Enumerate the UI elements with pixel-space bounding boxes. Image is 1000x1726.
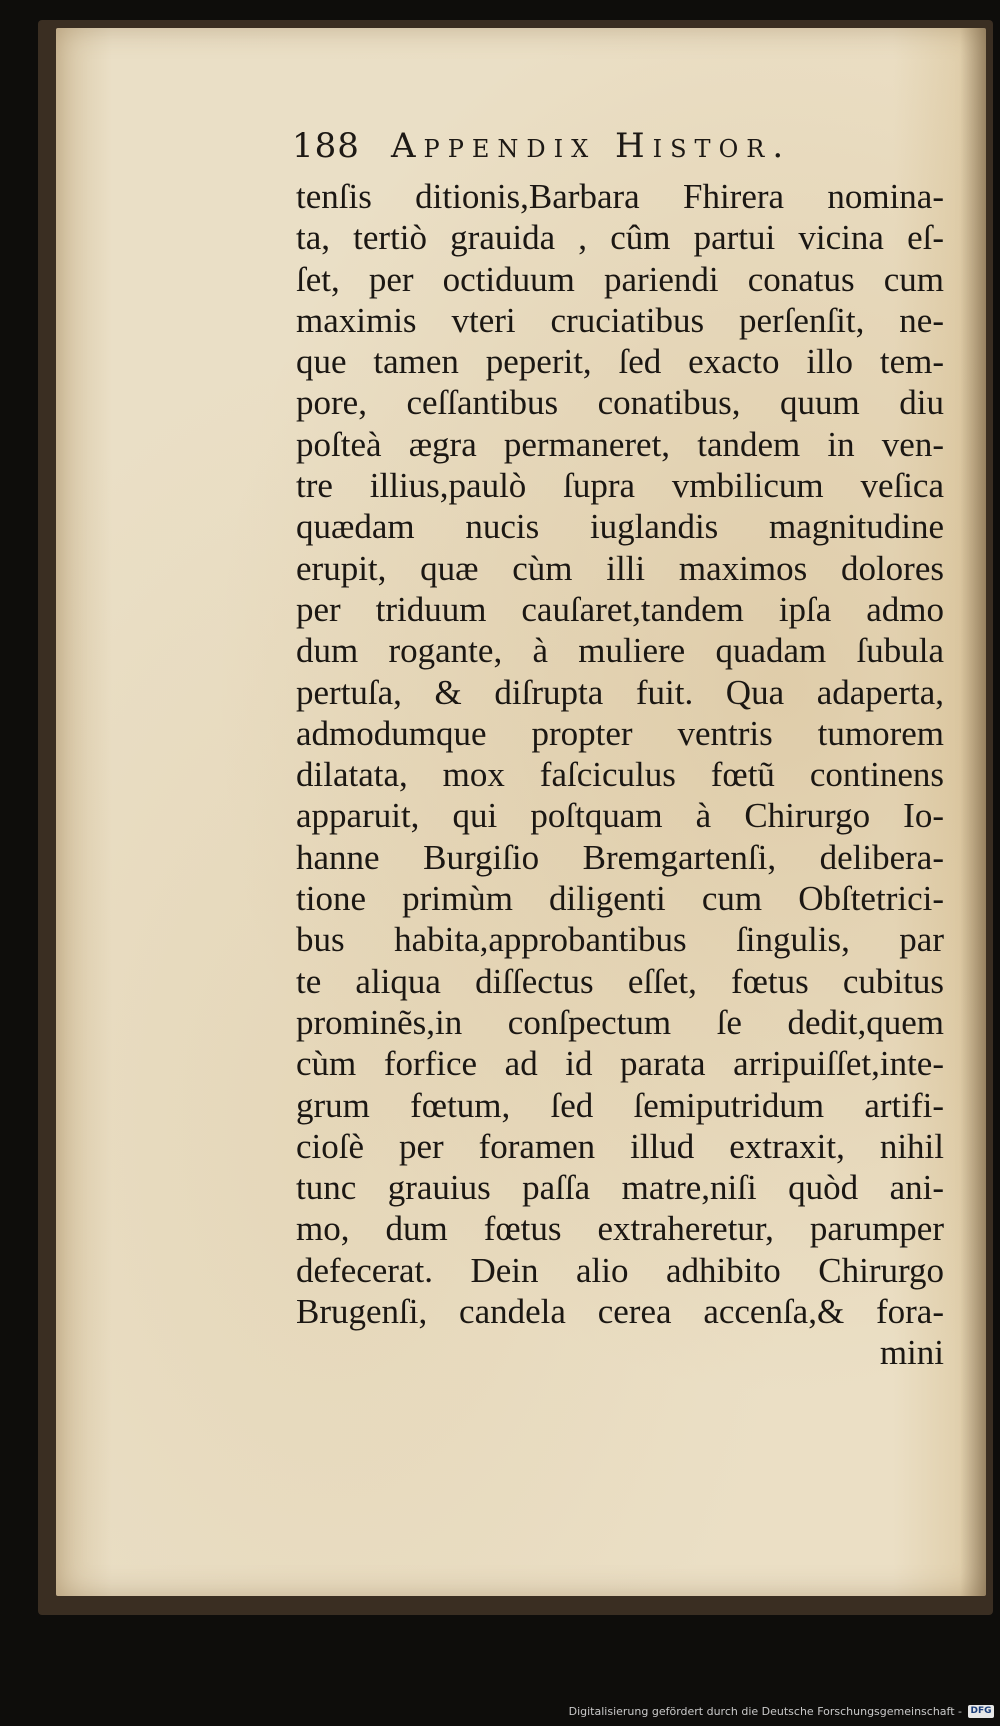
text-line: cùm forfice ad id parata arripuiſſet,inte- [296,1044,944,1084]
text-line: pore, ceſſantibus conatibus, quum diu [296,383,944,423]
text-line: per triduum cauſaret,tandem ipſa admo [296,589,944,629]
text-line: dilatata, mox faſciculus fœtũ continens [296,755,944,795]
text-line: hanne Burgiſio Bremgartenſi, delibera- [296,837,944,877]
page-header [292,126,852,170]
text-line: apparuit, qui poſtquam à Chirurgo Io- [296,796,944,836]
text-line: tre illius,paulò ſupra vmbilicum veſica [296,466,944,506]
text-line: grum fœtum, ſed ſemiputridum artifi- [296,1085,944,1125]
text-line: poſteà ægra permaneret, tandem in ven- [296,424,944,464]
text-line: tenſis ditionis,Barbara Fhirera nomina- [296,177,944,216]
dfg-logo-badge: DFG [968,1705,994,1718]
running-title: Appendix Histor. [391,126,792,166]
text-line: admodumque propter ventris tumorem [296,713,944,753]
text-line: quædam nucis iuglandis magnitudine [296,507,944,547]
text-line: Brugenſi, candela cerea accenſa,& fora- [296,1292,944,1332]
text-line: defecerat. Dein alio adhibito Chirurgo [296,1250,944,1290]
text-line: mini [879,1333,944,1373]
digitization-footer [0,1702,1000,1722]
text-line: tunc grauius paſſa matre,niſi quòd ani- [296,1168,944,1208]
text-line: ta, tertiò grauida , cûm partui vicina eſ- [296,218,944,258]
text-line: mo, dum fœtus extraheretur, parumper [296,1209,944,1249]
text-line: bus habita,approbantibus ſingulis, par [296,920,944,960]
text-line: tione primùm diligenti cum Obſtetrici- [296,879,944,919]
spine-shadow [960,28,986,1596]
text-line: erupit, quæ cùm illi maximos dolores [296,548,944,588]
text-line: que tamen peperit, ſed exacto illo tem- [296,342,944,382]
page-number: 188 [292,126,360,166]
funding-credit: Digitalisierung gefördert durch die Deutsche Forschungsgemeinschaft - [568,1705,962,1718]
text-line: cioſè per foramen illud extraxit, nihil [296,1126,944,1166]
body-text [296,176,944,1374]
text-line: maximis vteri cruciatibus perſenſit, ne- [296,300,944,340]
text-line: te aliqua diſſectus eſſet, fœtus cubitus [296,961,944,1001]
text-line: pertuſa, & diſrupta fuit. Qua adaperta, [296,672,944,712]
text-line: dum rogante, à muliere quadam ſubula [296,631,944,671]
text-line: prominẽs,in conſpectum ſe dedit,quem [296,1002,944,1042]
text-line: ſet, per octiduum pariendi conatus cum [296,259,944,299]
